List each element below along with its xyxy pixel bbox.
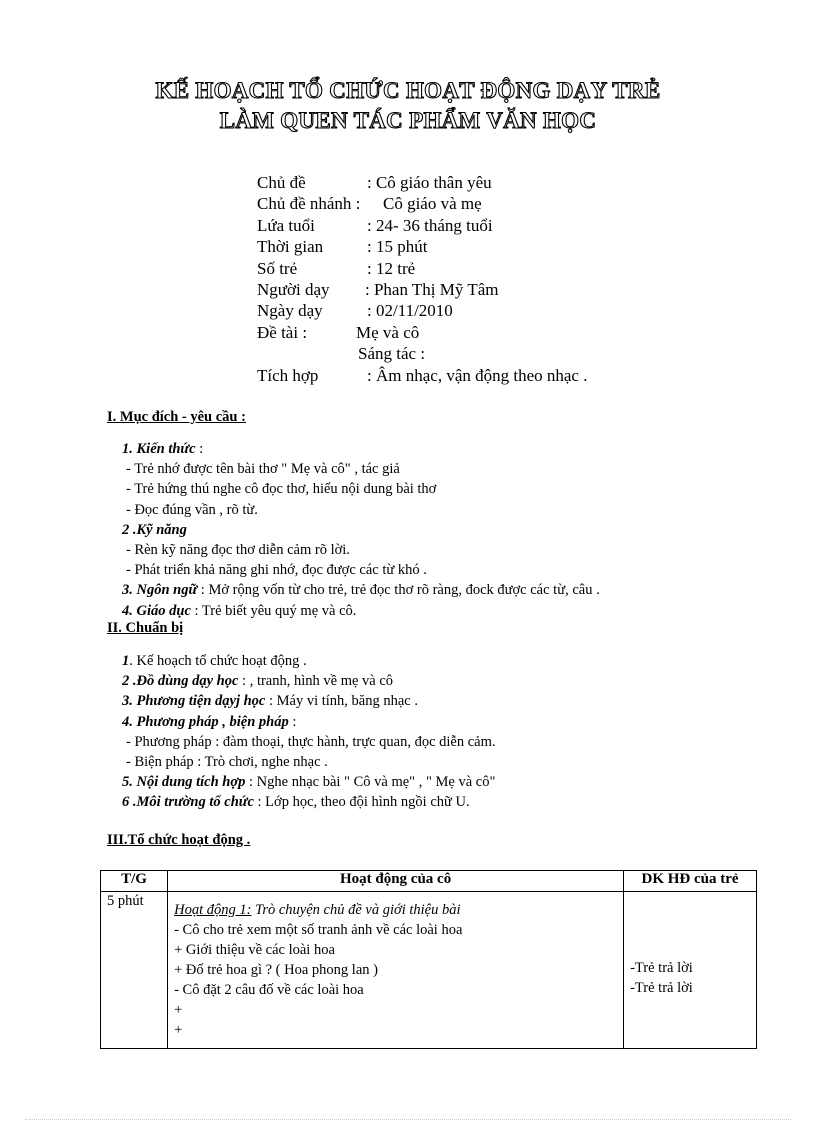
ky-nang-heading: 2 .Kỹ năng xyxy=(122,521,187,538)
list-item: - Biện pháp : Trò chơi, nghe nhạc . xyxy=(126,753,328,770)
info-tich-hop: Tích hợp : Âm nhạc, vận động theo nhạc . xyxy=(257,365,588,385)
info-thoi-gian: Thời gian : 15 phút xyxy=(257,237,428,257)
info-lua-tuoi: Lứa tuổi : 24- 36 tháng tuổi xyxy=(257,215,493,235)
child-activity-cell xyxy=(624,892,757,1049)
list-item: - Trẻ hứng thú nghe cô đọc thơ, hiểu nội dung bài thơ xyxy=(126,481,437,498)
list-item: - Đọc đúng vần , rõ từ. xyxy=(126,501,258,518)
list-item: - Cô cho trẻ xem một số tranh ảnh về các loài hoa xyxy=(174,922,463,938)
info-chu-de: Chủ đề : Cô giáo thân yêu xyxy=(257,173,492,192)
giao-duc-line: 4. Giáo dục : Trẻ biết yêu quý mẹ và cô. xyxy=(122,602,357,619)
info-so-tre: Số trẻ : 12 trẻ xyxy=(257,258,416,278)
column-header-child-activity: DK HĐ của trẻ xyxy=(624,871,757,892)
lesson-info-block xyxy=(257,172,677,386)
chuan-bi-item-3: 3. Phương tiện dạyj học : Máy vi tính, băng nhạc . xyxy=(122,693,418,710)
info-chu-de-nhanh: Chủ đề nhánh : Cô giáo và mẹ xyxy=(257,194,482,214)
info-nguoi-day: Người dạy : Phan Thị Mỹ Tâm xyxy=(257,279,499,299)
info-sang-tac: Sáng tác : xyxy=(358,344,426,364)
info-de-tai: Đề tài : Mẹ và cô xyxy=(257,322,420,342)
ngon-ngu-line: 3. Ngôn ngữ : Mở rộng vốn từ cho trẻ, trẻ đọc thơ rõ ràng, đock được các từ, câu . xyxy=(122,582,600,599)
list-item: -Trẻ trả lời xyxy=(630,960,693,976)
activity-table xyxy=(100,870,757,1049)
document-title-line1: KẾ HOẠCH TỔ CHỨC HOẠT ĐỘNG DẠY TRẺ xyxy=(155,78,661,103)
list-item: + Giới thiệu về các loài hoa xyxy=(174,942,335,958)
list-item: + Đố trẻ hoa gì ? ( Hoa phong lan ) xyxy=(174,962,378,978)
table-row xyxy=(101,892,757,1049)
kien-thuc-line: 1. Kiến thức : xyxy=(122,441,204,457)
column-header-teacher-activity: Hoạt động của cô xyxy=(168,871,624,892)
column-header-time: T/G xyxy=(101,871,168,892)
time-cell: 5 phút xyxy=(101,892,168,1049)
chuan-bi-item-5: 5. Nội dung tích hợp : Nghe nhạc bài " Cô và mẹ" , " Mẹ và cô" xyxy=(122,774,496,791)
chuan-bi-item-6: 6 .Môi trường tổ chức : Lớp học, theo đội hình ngồi chữ U. xyxy=(122,794,470,811)
section-1-content xyxy=(122,439,600,621)
list-item: + xyxy=(174,1022,183,1038)
section-2-heading: II. Chuẩn bị xyxy=(107,620,184,636)
info-ngay-day: Ngày dạy : 02/11/2010 xyxy=(257,301,453,321)
section-2-content xyxy=(122,651,496,813)
teacher-activity-cell xyxy=(168,892,624,1049)
list-item: -Trẻ trả lời xyxy=(630,980,693,996)
list-item: - Cô đặt 2 câu đố về các loài hoa xyxy=(174,982,364,998)
list-item: - Phát triển khả năng ghi nhớ, đọc được các từ khó . xyxy=(126,562,427,579)
list-item: - Trẻ nhớ được tên bài thơ " Mẹ và cô" , tác giả xyxy=(126,461,400,478)
page-bottom-divider xyxy=(25,1119,791,1120)
section-3-heading: III.Tổ chức hoạt động . xyxy=(107,832,251,848)
activity-title: Hoạt động 1: Trò chuyện chủ đề và giới thiệu bài xyxy=(174,902,461,918)
chuan-bi-item-1: 1. Kế hoạch tổ chức hoạt động . xyxy=(122,653,307,669)
table-header-row xyxy=(101,871,757,892)
chuan-bi-item-4: 4. Phương pháp , biện pháp : xyxy=(122,713,297,730)
document-title-line2: LÀM QUEN TÁC PHẨM VĂN HỌC xyxy=(219,108,597,133)
chuan-bi-item-2: 2 .Đồ dùng dạy học : , tranh, hình về mẹ và cô xyxy=(122,673,394,690)
list-item: + xyxy=(174,1002,183,1018)
list-item: - Rèn kỹ năng đọc thơ diễn cảm rõ lời. xyxy=(126,541,350,558)
section-1-heading: I. Mục đích - yêu cầu : xyxy=(107,409,246,425)
list-item: - Phương pháp : đàm thoại, thực hành, trực quan, đọc diễn cảm. xyxy=(126,733,496,750)
